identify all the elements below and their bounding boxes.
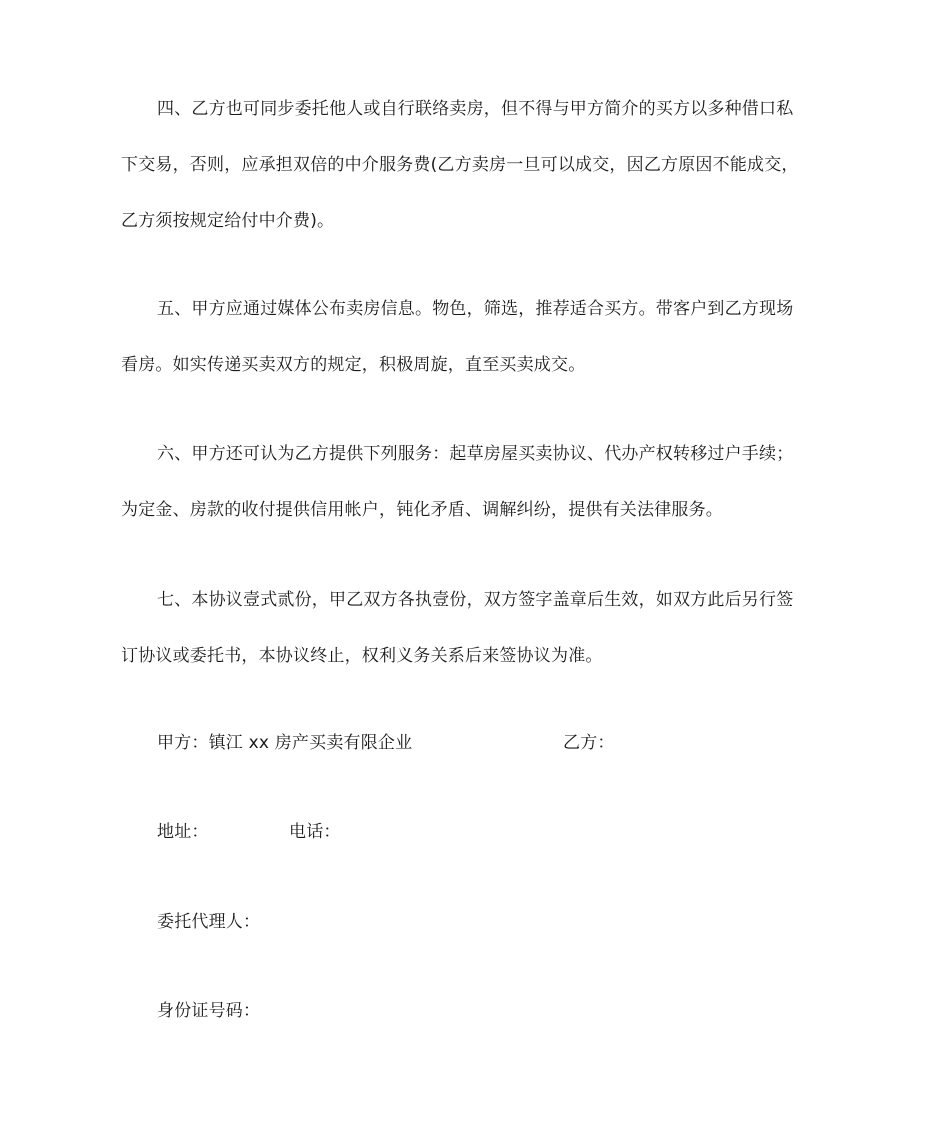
phone-label: 电话： [289,822,341,842]
clause-5-line-1: 五、甲方应通过媒体公布卖房信息。物色，筛选，推荐适合买方。带客户到乙方现场 [157,299,794,319]
clause-4-line-2: 下交易，否则，应承担双倍的中介服务费(乙方卖房一旦可以成交，因乙方原因不能成交， [121,155,799,175]
clause-6-line-1: 六、甲方还可认为乙方提供下列服务：起草房屋买卖协议、代办产权转移过户手续； [157,444,794,464]
party-b-label: 乙方： [563,733,615,753]
clause-5-line-2: 看房。如实传递买卖双方的规定，积极周旋，直至买卖成交。 [121,355,586,375]
clause-6-line-2: 为定金、房款的收付提供信用帐户，钝化矛盾、调解纠纷，提供有关法律服务。 [121,500,723,520]
clause-7-line-2: 订协议或委托书，本协议终止，权利义务关系后来签协议为准。 [121,646,603,666]
clause-7-line-1: 七、本协议壹式贰份，甲乙双方各执壹份，双方签字盖章后生效，如双方此后另行签 [157,590,794,610]
agent-label: 委托代理人： [157,912,261,932]
clause-4-line-3: 乙方须按规定给付中介费)。 [121,211,335,231]
address-label: 地址： [157,822,209,842]
party-a-label: 甲方：镇江 xx 房产买卖有限企业 [157,733,413,753]
clause-4-line-1: 四、乙方也可同步委托他人或自行联络卖房，但不得与甲方简介的买方以多种借口私 [157,99,794,119]
id-number-label: 身份证号码： [157,1001,261,1021]
